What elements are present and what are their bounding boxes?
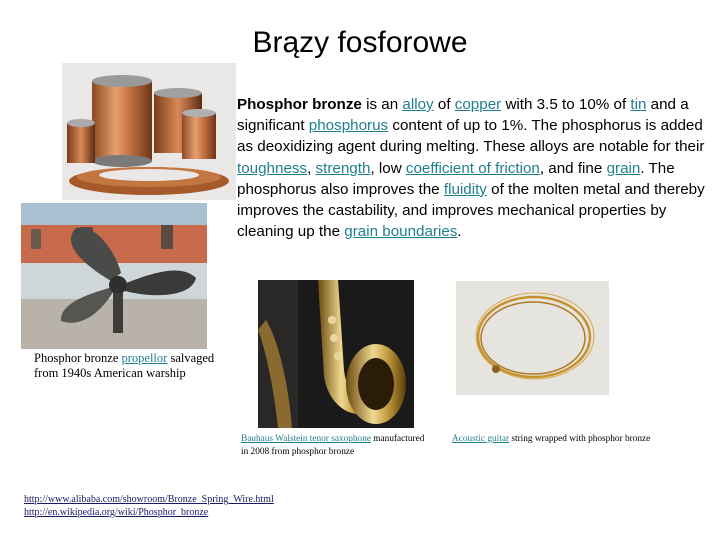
paragraph-text: , and fine: [539, 159, 607, 177]
slide-title: Brązy fosforowe: [252, 26, 468, 59]
term-link[interactable]: coefficient of friction: [405, 159, 540, 177]
paragraph-text: content of up to 1%. The phosphorus is added as deoxidizing agent during melting. These alloys are notable for their: [237, 117, 705, 156]
guitar-string-image: [456, 281, 609, 395]
term-link[interactable]: fluidity: [443, 180, 487, 198]
saxophone-link[interactable]: Bauhaus Walstein tenor saxophone: [241, 434, 371, 444]
saxophone-caption-post: manufactured in 2008 from phosphor bronze: [241, 434, 425, 457]
source-url-wikipedia[interactable]: http://en.wikipedia.org/wiki/Phosphor_bronze: [24, 507, 209, 518]
saxophone-image: [258, 280, 414, 428]
phosphor-bronze-paragraph: [237, 94, 707, 242]
propellor-link[interactable]: propellor: [121, 351, 168, 365]
bronze-propeller-image: [21, 203, 207, 349]
term-link[interactable]: alloy: [402, 96, 434, 113]
guitar-string-caption-post: string wrapped with phosphor bronze: [509, 434, 651, 444]
paragraph-text: ,: [307, 159, 316, 177]
paragraph-text: is an: [361, 96, 403, 113]
paragraph-text: , low: [370, 159, 406, 177]
paragraph-text: . The phosphorus also improves the: [237, 159, 675, 198]
term-link[interactable]: grain boundaries: [344, 223, 458, 241]
term-link[interactable]: grain: [606, 159, 641, 177]
paragraph-text: with 3.5 to 10% of: [501, 96, 631, 113]
propeller-caption-post: salvaged from 1940s American warship: [34, 351, 215, 380]
paragraph-text: .: [457, 223, 462, 241]
term-bold: Phosphor bronze: [237, 96, 362, 113]
source-url-alibaba[interactable]: http://www.alibaba.com/showroom/Bronze_Spring_Wire.html: [24, 494, 274, 505]
paragraph-text: of: [433, 96, 455, 113]
propeller-caption: [34, 351, 224, 381]
copper-wire-spools-image: [62, 63, 236, 200]
term-link[interactable]: copper: [454, 96, 502, 113]
paragraph-text: of the molten metal and thereby improves the castability, and improves mechanical properties by cleaning up the: [237, 180, 705, 241]
guitar-string-caption: [452, 433, 692, 446]
term-link[interactable]: phosphorus: [308, 117, 389, 135]
term-link[interactable]: tin: [630, 96, 647, 113]
term-link[interactable]: strength: [315, 159, 371, 177]
propeller-caption-pre: Phosphor bronze: [34, 351, 122, 365]
paragraph-text: and a significant: [237, 96, 689, 135]
acoustic-guitar-link[interactable]: Acoustic guitar: [452, 434, 510, 444]
saxophone-caption: [241, 433, 431, 459]
term-link[interactable]: toughness: [237, 159, 308, 177]
